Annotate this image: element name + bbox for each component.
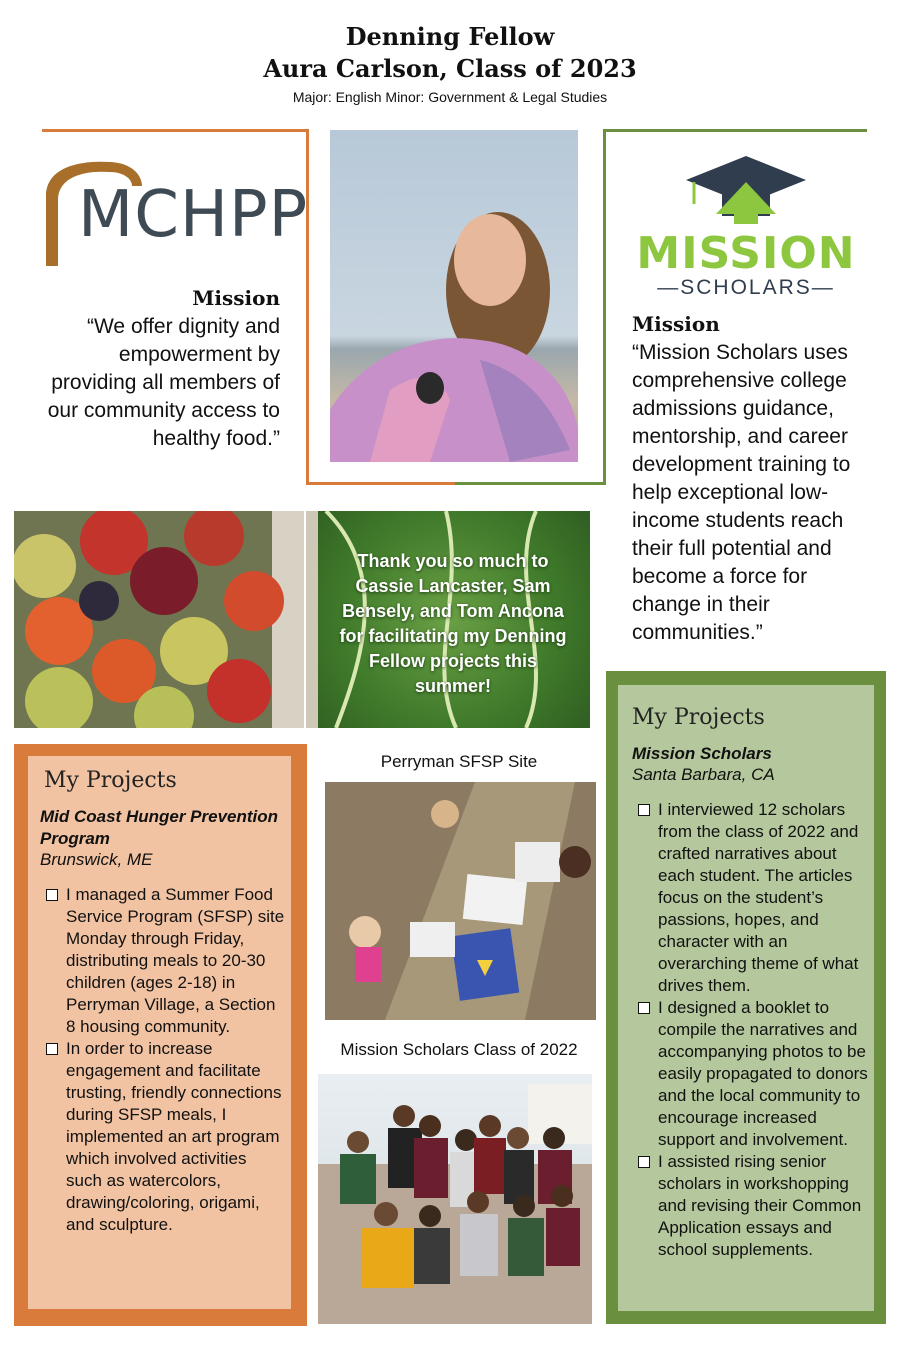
perryman-caption: Perryman SFSP Site [380,752,538,771]
left-projects-frame [14,744,307,1326]
checkbox-icon [46,889,58,901]
left-projects-heading: My Projects [44,768,177,793]
thank-you-message: Thank you so much to Cassie Lancaster, Sam Bensely, and Tom Ancona for facilitating my Denning Fellow projects this summer! [339,551,567,696]
mission-scholars-logo [636,152,856,302]
orange-frame-top [42,129,308,132]
list-item: I assisted rising senior scholars in workshopping and revising their Common Application essays and school supplements. [632,1151,870,1261]
mchpp-logo [38,156,308,270]
list-item: I managed a Summer Food Service Program (SFSP) site Monday through Friday, distributing meals to 20-30 children (ages 2-18) in Perryman Village, a Section 8 housing community. [40,884,286,1038]
perryman-site-photo [325,782,596,1020]
portrait-photo [330,130,578,462]
left-projects-org: Mid Coast Hunger Prevention Program [40,807,279,848]
checkbox-icon [638,1156,650,1168]
right-projects-location: Santa Barbara, CA [632,765,775,784]
left-projects-list [40,884,286,1236]
class2022-caption: Mission Scholars Class of 2022 [340,1040,578,1059]
ms-mission-heading: Mission [632,312,720,336]
green-frame-bottom [455,482,605,485]
orange-frame-bottom [306,482,456,485]
right-projects-list [632,799,870,1261]
checkbox-icon [638,1002,650,1014]
mchpp-mission-text: “We offer dignity and empowerment by providing all members of our community access to healthy food.” [47,315,280,450]
list-item: In order to increase engagement and facilitate trusting, friendly connections during SFSP meals, I implemented an art program which involved activities such as watercolors, drawing/coloring, origami, and sculpture. [40,1038,286,1236]
right-projects-frame [606,671,886,1324]
list-item: I designed a booklet to compile the narratives and accompanying photos to be easily propagated to donors and the local community to encourage increased support and involvement. [632,997,870,1151]
list-item: I interviewed 12 scholars from the class of 2022 and crafted narratives about each student. The articles focus on the student’s passions, hopes, and character with an overarching theme of what drives them. [632,799,870,997]
checkbox-icon [46,1043,58,1055]
scholars-logo-word: —SCHOLARS— [657,276,835,299]
class2022-photo [318,1074,592,1324]
fruit-photo [14,511,304,728]
right-projects-heading: My Projects [632,705,765,730]
major-minor-line: Major: English Minor: Government & Legal Studies [292,89,608,105]
greens-photo [306,511,590,728]
checkbox-icon [638,804,650,816]
graduation-cap-icon [636,152,856,232]
ms-mission-text: “Mission Scholars uses comprehensive college admissions guidance, mentorship, and career development training to help exceptional low-income students reach their full potential and become a force for change in their communities.” [632,341,851,644]
right-projects-panel [618,685,874,1311]
mission-logo-word: MISSION [636,228,856,279]
left-projects-panel [28,756,291,1309]
green-frame-top [603,129,867,132]
left-projects-location: Brunswick, ME [40,850,153,869]
right-projects-org: Mission Scholars [632,744,772,763]
page-subtitle-name: Aura Carlson, Class of 2023 [263,54,637,83]
green-frame-left [603,129,606,485]
page-title: Denning Fellow [345,22,555,51]
mchpp-logo-text: MCHPP [78,178,309,252]
mchpp-mission-heading: Mission [192,286,280,310]
